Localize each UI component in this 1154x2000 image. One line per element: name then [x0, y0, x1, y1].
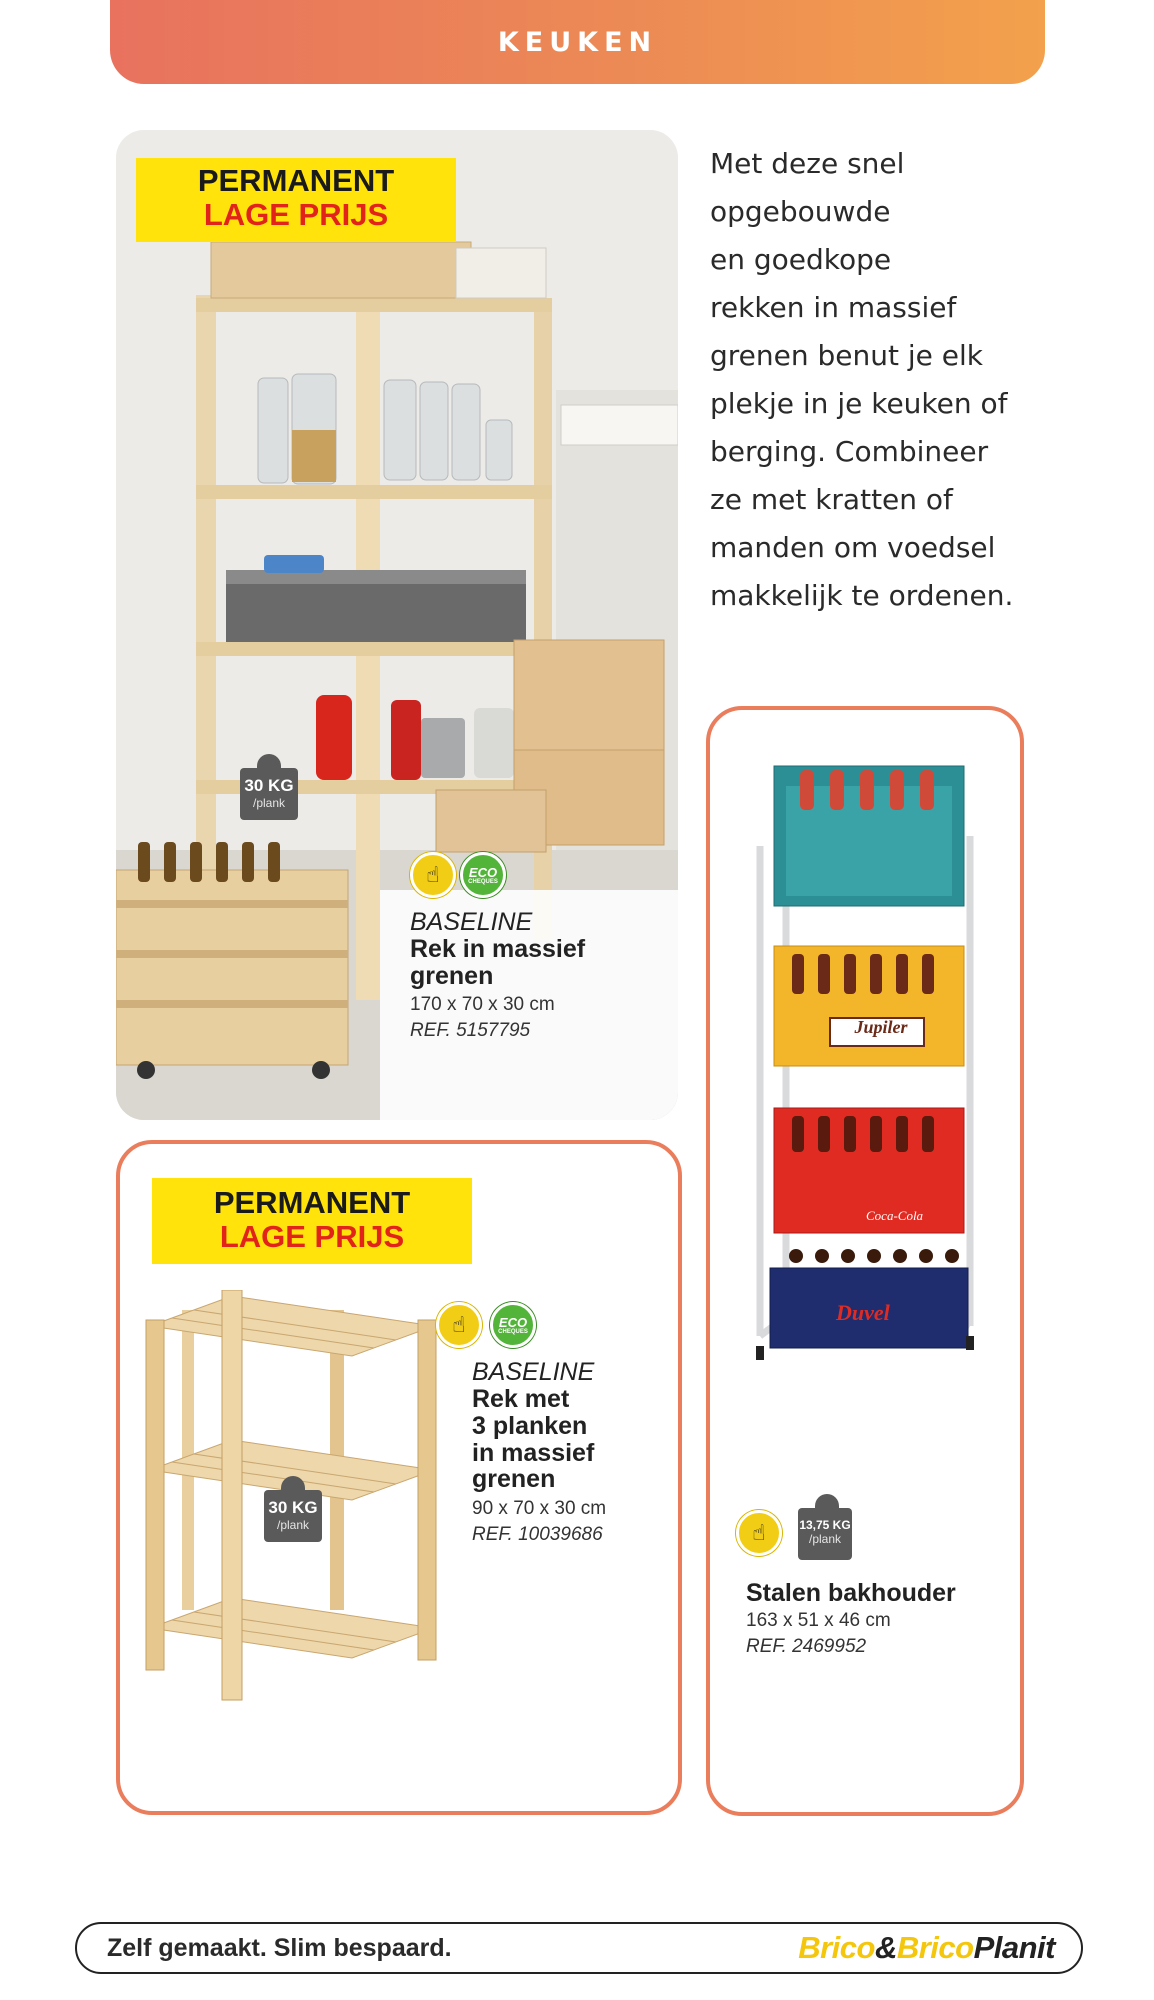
weight-icon [264, 1490, 322, 1542]
logo-part-brico-2: Brico [896, 1930, 974, 1965]
eco-label-2: CHEQUES [498, 1328, 528, 1335]
weight-unit: /plank [808, 1532, 842, 1546]
footer-bar [75, 1922, 1083, 1974]
product-name: Rek in massief grenen [410, 935, 586, 990]
hand-click-icon[interactable]: ☝ [436, 1302, 482, 1348]
weight-value: 30 KG [268, 1498, 318, 1517]
weight-unit: /plank [276, 1518, 310, 1532]
badge-line-2: LAGE PRIJS [203, 197, 389, 233]
footer-slogan: Zelf gemaakt. Slim bespaard. [107, 1934, 452, 1962]
weight-value: 13,75 KG [799, 1518, 851, 1532]
product-dimensions: 163 x 51 x 46 cm [746, 1610, 891, 1631]
permanent-lage-prijs-badge [136, 158, 456, 242]
product-ref: REF. 10039686 [472, 1524, 603, 1545]
product-brand: BASELINE [472, 1358, 595, 1386]
logo-part-planit: Planit [973, 1930, 1055, 1965]
product-card-rek-3-planken[interactable] [116, 1140, 682, 1815]
eco-cheques-icon [460, 852, 506, 898]
product-brand: BASELINE [410, 908, 533, 936]
product-ref: REF. 2469952 [746, 1636, 867, 1657]
eco-label-1: ECO [498, 1314, 528, 1330]
crate-label-duvel: Duvel [836, 1300, 890, 1325]
weight-icon [798, 1508, 852, 1560]
permanent-lage-prijs-badge [152, 1178, 472, 1264]
logo-part-brico: Brico [798, 1930, 875, 1965]
weight-icon [240, 768, 298, 820]
section-title: KEUKEN [497, 26, 658, 58]
product-photo-crate-holder [730, 746, 1000, 1366]
product-dimensions: 90 x 70 x 30 cm [472, 1498, 607, 1519]
badge-line-1: PERMANENT [213, 1185, 411, 1220]
eco-label-2: CHEQUES [468, 878, 498, 885]
weight-value: 30 KG [244, 776, 294, 795]
logo-ampersand: & [874, 1930, 897, 1965]
eco-cheques-icon [490, 1302, 536, 1348]
product-dimensions: 170 x 70 x 30 cm [410, 994, 555, 1015]
intro-paragraph: Met deze snel opgebouwde en goedkope rekken in massief grenen benut je elk plekje in je keuken of berging. Combineer ze met kratten of manden om voedsel makkelijk te ordenen. [710, 147, 1014, 612]
brand-logo[interactable] [798, 1930, 1055, 1966]
badge-line-2: LAGE PRIJS [219, 1219, 405, 1255]
product-card-stalen-bakhouder[interactable] [706, 706, 1024, 1816]
product-name: Rek met 3 planken in massief grenen [472, 1385, 595, 1494]
badge-line-1: PERMANENT [197, 163, 395, 198]
crate-label-jupiler: Jupiler [854, 1017, 908, 1037]
hand-click-icon[interactable]: ☝ [410, 852, 456, 898]
eco-label-1: ECO [468, 864, 498, 880]
crate-label-coca-cola: Coca-Cola [866, 1208, 924, 1223]
section-header [110, 0, 1045, 84]
weight-unit: /plank [252, 796, 286, 810]
product-card-rek-massief[interactable] [116, 130, 678, 1120]
product-ref: REF. 5157795 [410, 1020, 531, 1041]
hand-click-icon[interactable]: ☝ [736, 1510, 782, 1556]
product-name: Stalen bakhouder [746, 1579, 956, 1607]
